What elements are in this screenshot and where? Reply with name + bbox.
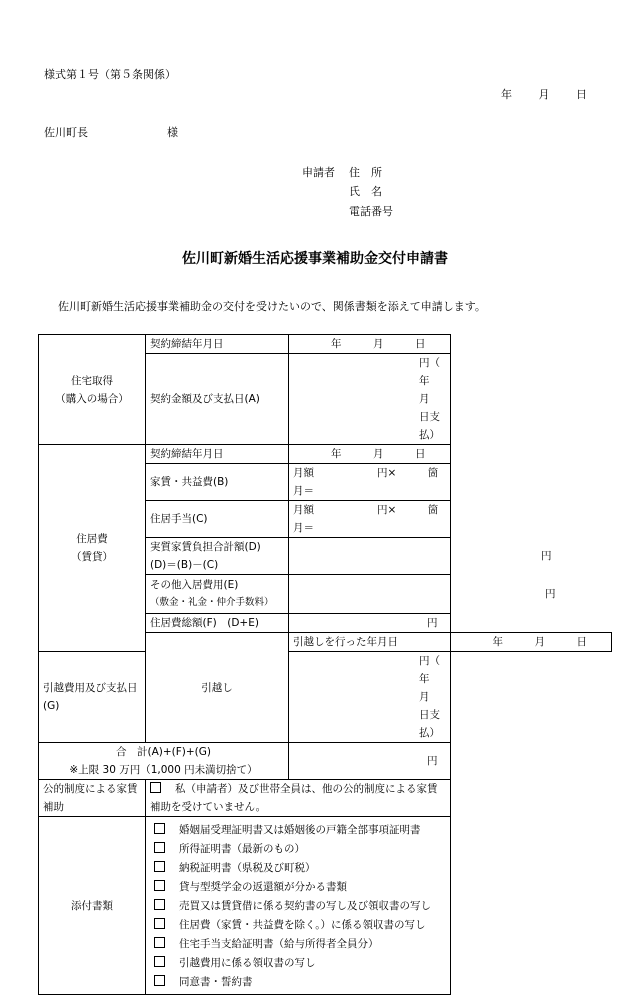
housing-category xyxy=(39,335,146,445)
public-aid-text: 私（申請者）及び世帯全員は、他の公的制度による家賃補助を受けていません。 xyxy=(150,783,438,813)
list-item[interactable] xyxy=(154,840,450,859)
moving-cost-field[interactable]: 円（ 年 月 日支払） xyxy=(289,652,451,743)
list-item[interactable] xyxy=(154,878,450,897)
actual-rent-label-line1: 実質家賃負担合計額(D) xyxy=(150,541,261,553)
honorific: 様 xyxy=(167,126,178,139)
applicant-name-label: 氏 名 xyxy=(349,185,382,198)
lead-sentence: 佐川町新婚生活応援事業補助金の交付を受けたいので、関係書類を添えて申請します。 xyxy=(58,300,486,313)
housing-allowance-field[interactable]: 月額 円× 箇月＝ xyxy=(289,501,451,538)
list-item[interactable] xyxy=(154,897,450,916)
attachment-label: 引越費用に係る領収書の写し xyxy=(179,957,316,969)
list-item[interactable] xyxy=(154,973,450,992)
attachment-label: 所得証明書（最新のもの） xyxy=(179,843,305,855)
attachment-label: 住宅手当支給証明書（給与所得者全員分） xyxy=(179,938,379,950)
list-item[interactable] xyxy=(154,821,450,840)
housing-amount-field[interactable]: 円（ 年 月 日支払） xyxy=(289,354,451,445)
rent-category-note: （賃貸） xyxy=(71,551,113,563)
housing-amount-label: 契約金額及び支払日(A) xyxy=(146,354,289,445)
checkbox-icon[interactable] xyxy=(154,937,165,948)
attachments-list xyxy=(146,817,450,994)
applicant-phone-label: 電話番号 xyxy=(349,205,393,218)
sum-label-line1: 合 計(A)+(F)+(G) xyxy=(115,746,212,758)
rent-category xyxy=(39,445,146,652)
attachment-label: 売買又は賃貸借に係る契約書の写し及び領収書の写し xyxy=(179,900,431,912)
housing-allowance-label: 住居手当(C) xyxy=(146,501,289,538)
list-item[interactable] xyxy=(154,935,450,954)
rent-total-label: 住居費総額(F) (D+E) xyxy=(146,614,289,633)
attachments-label: 添付書類 xyxy=(39,817,146,995)
checkbox-icon[interactable] xyxy=(154,956,165,967)
checkbox-icon[interactable] xyxy=(154,975,165,986)
applicant-address-label: 住 所 xyxy=(349,166,382,179)
addressee: 佐川町長 xyxy=(44,126,88,139)
checkbox-icon[interactable] xyxy=(150,782,161,793)
checkbox-icon[interactable] xyxy=(154,880,165,891)
attachments-list-cell xyxy=(146,817,451,995)
rent-category-title: 住居費 xyxy=(76,533,108,545)
list-item[interactable] xyxy=(154,954,450,973)
form-number: 様式第１号（第５条関係） xyxy=(44,68,176,81)
checkbox-icon[interactable] xyxy=(154,842,165,853)
checkbox-icon[interactable] xyxy=(154,861,165,872)
table-row xyxy=(39,335,612,354)
checkbox-icon[interactable] xyxy=(154,899,165,910)
other-costs-label-line2: （敷金・礼金・仲介手数料） xyxy=(150,597,274,608)
attachment-label: 同意書・誓約書 xyxy=(179,976,253,988)
table-row xyxy=(39,780,612,817)
attachment-label: 婚姻届受理証明書又は婚姻後の戸籍全部事項証明書 xyxy=(179,824,421,836)
attachment-label: 納税証明書（県税及び町税） xyxy=(179,862,316,874)
sum-label-line2: ※上限 30 万円（1,000 円未満切捨て） xyxy=(69,764,258,776)
rent-contract-date-label: 契約締結年月日 xyxy=(146,445,289,464)
rent-contract-date-field[interactable]: 年 月 日 xyxy=(289,445,451,464)
housing-contract-date-label: 契約締結年月日 xyxy=(146,335,289,354)
rent-fee-field[interactable]: 月額 円× 箇月＝ xyxy=(289,464,451,501)
actual-rent-label xyxy=(146,538,289,575)
moving-date-field[interactable]: 年 月 日 xyxy=(450,633,612,652)
attachment-label: 住居費（家賃・共益費を除く。）に係る領収書の写し xyxy=(179,919,426,931)
housing-contract-date-field[interactable]: 年 月 日 xyxy=(289,335,451,354)
attachment-label: 貸与型奨学金の返還額が分かる書類 xyxy=(179,881,347,893)
moving-date-label: 引越しを行った年月日 xyxy=(289,633,451,652)
actual-rent-label-line2: (D)＝(B)－(C) xyxy=(150,559,219,571)
housing-category-note: （購入の場合） xyxy=(55,392,129,405)
other-costs-label xyxy=(146,575,289,614)
other-costs-field[interactable]: 円 xyxy=(289,575,451,614)
list-item[interactable] xyxy=(154,859,450,878)
moving-cost-label: 引越費用及び支払日(G) xyxy=(39,652,146,743)
table-row xyxy=(39,652,612,743)
document-title: 佐川町新婚生活応援事業補助金交付申請書 xyxy=(182,251,448,267)
public-aid-label: 公的制度による家賃補助 xyxy=(39,780,146,817)
application-date: 年 月 日 xyxy=(501,88,587,101)
actual-rent-field[interactable]: 円 xyxy=(289,538,451,575)
housing-category-title: 住宅取得 xyxy=(71,374,113,387)
table-row xyxy=(39,817,612,995)
list-item[interactable] xyxy=(154,916,450,935)
rent-total-field[interactable]: 円 xyxy=(289,614,451,633)
other-costs-label-line1: その他入居費用(E) xyxy=(150,579,239,591)
sum-label xyxy=(39,743,289,780)
checkbox-icon[interactable] xyxy=(154,918,165,929)
applicant-label: 申請者 xyxy=(302,166,335,179)
sum-field[interactable]: 円 xyxy=(289,743,451,780)
application-table xyxy=(38,334,612,995)
moving-category: 引越し xyxy=(146,633,289,743)
rent-fee-label: 家賃・共益費(B) xyxy=(146,464,289,501)
checkbox-icon[interactable] xyxy=(154,823,165,834)
table-row xyxy=(39,445,612,464)
table-row xyxy=(39,743,612,780)
public-aid-declaration[interactable] xyxy=(146,780,451,817)
